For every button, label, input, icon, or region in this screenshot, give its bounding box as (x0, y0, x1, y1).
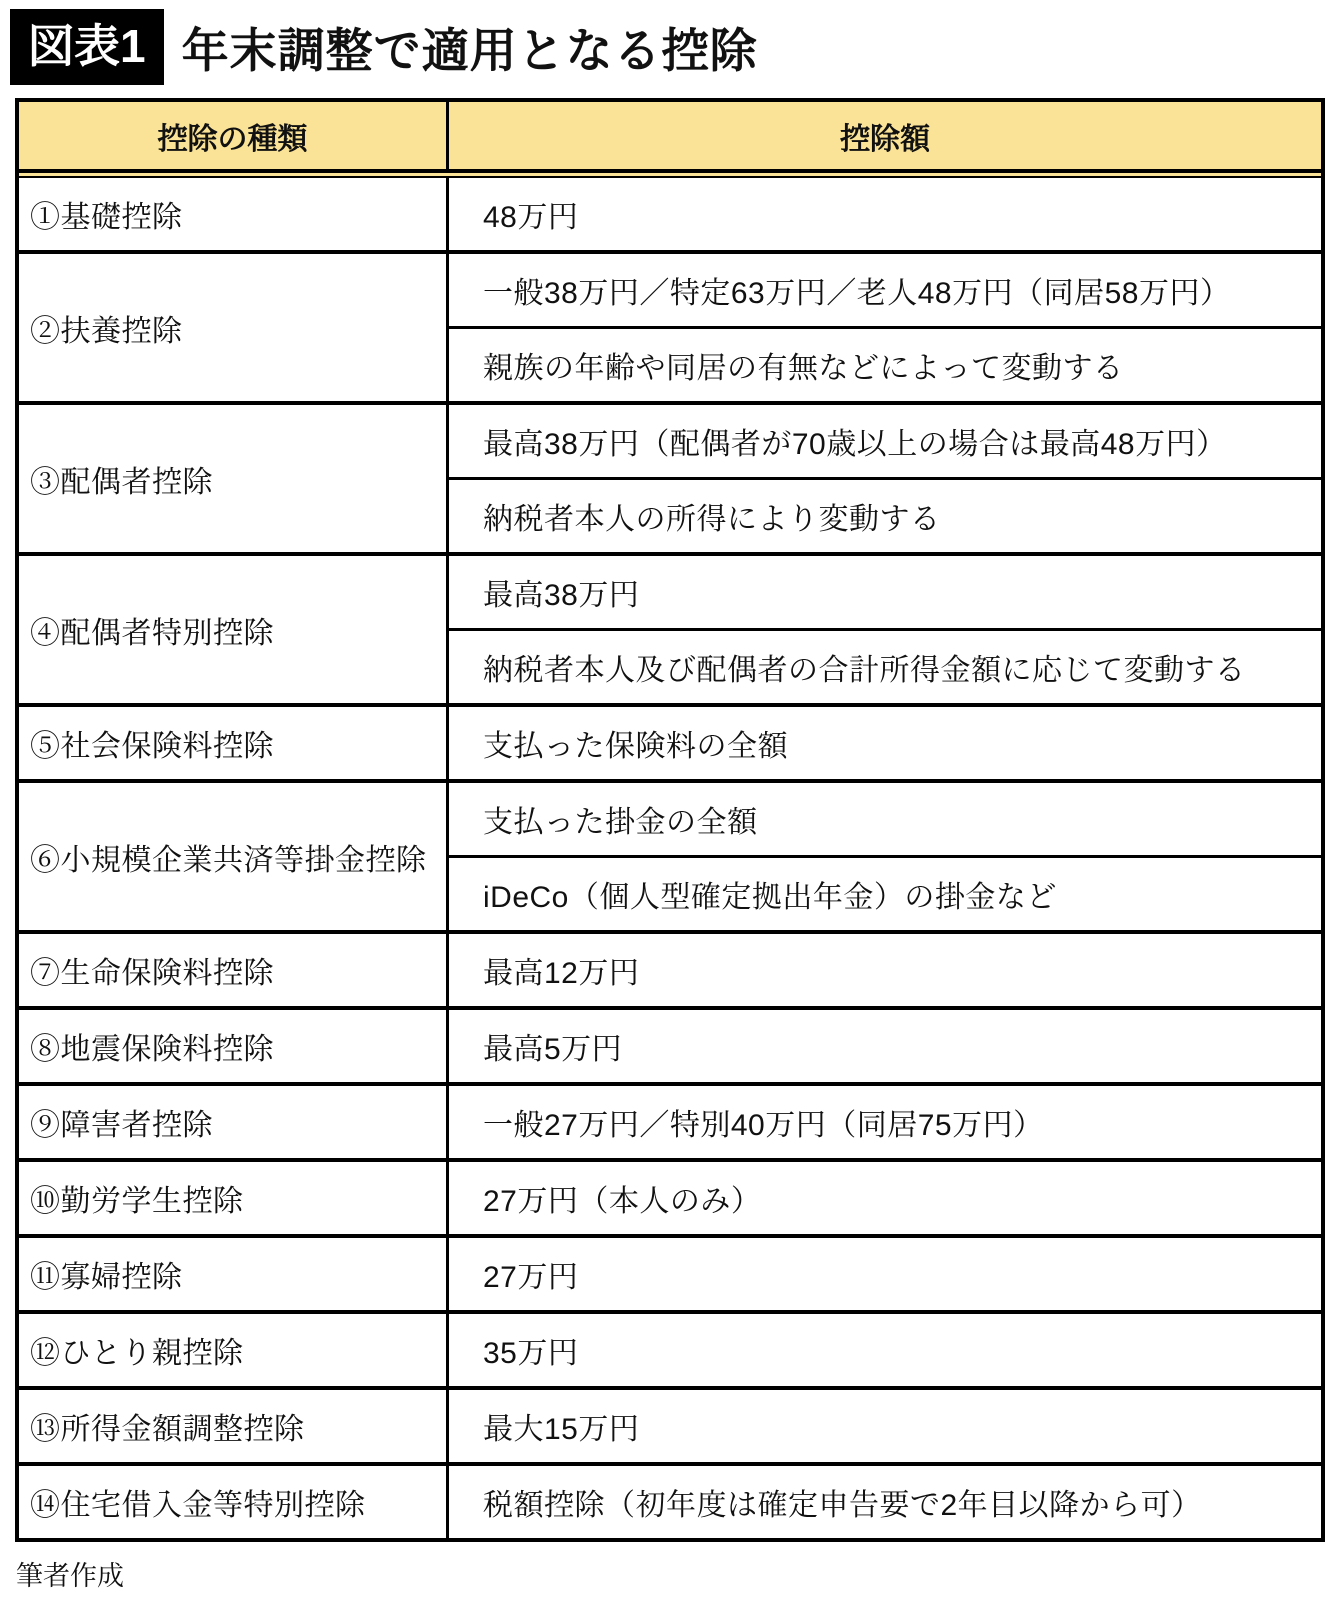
deduction-amount-cells (449, 556, 1321, 703)
deduction-type-cell: ⑦生命保険料控除 (19, 934, 449, 1006)
column-header-deduction-amount: 控除額 (449, 102, 1321, 169)
deduction-amount-cells (449, 783, 1321, 930)
deduction-type-cell: ⑬所得金額調整控除 (19, 1390, 449, 1462)
deduction-amount-cell: 納税者本人及び配偶者の合計所得金額に応じて変動する (483, 654, 1246, 687)
deduction-amount-cell: 最高12万円 (483, 957, 640, 990)
table-header-row (19, 102, 1321, 173)
deduction-amount-cell: 一般38万円／特定63万円／老人48万円（同居58万円） (449, 254, 1321, 329)
deduction-amount-cell: 最高38万円（配偶者が70歳以上の場合は最高48万円） (449, 405, 1321, 480)
deduction-amount-cell: 最高38万円 (449, 556, 1321, 631)
deduction-amount-cell: 27万円 (483, 1261, 579, 1294)
figure-number-badge: 図表1 (10, 9, 164, 85)
column-header-deduction-type: 控除の種類 (19, 102, 449, 169)
table-row (19, 934, 1321, 1010)
deduction-amount-cell: 48万円 (483, 201, 579, 234)
table-row (19, 556, 1321, 707)
deduction-amount-cells (449, 1238, 1321, 1310)
table-body (19, 178, 1321, 1538)
deduction-amount-cells (449, 1086, 1321, 1158)
table-row (19, 254, 1321, 405)
deduction-amount-cells (449, 1466, 1321, 1538)
table-row (19, 1238, 1321, 1314)
deduction-amount-cells (449, 178, 1321, 250)
deduction-amount-cell: 35万円 (483, 1337, 579, 1370)
table-row (19, 707, 1321, 783)
deduction-amount-cells (449, 707, 1321, 779)
deduction-amount-cells (449, 934, 1321, 1006)
deduction-amount-cell: 最高5万円 (483, 1033, 623, 1066)
deduction-amount-cell: 一般27万円／特別40万円（同居75万円） (483, 1109, 1044, 1142)
table-row (19, 1314, 1321, 1390)
page-title (0, 0, 1340, 88)
deduction-type-cell: ②扶養控除 (19, 254, 449, 401)
title-text: 年末調整で適用となる控除 (181, 23, 758, 77)
table-row (19, 1010, 1321, 1086)
table-row (19, 178, 1321, 254)
credit-note: 筆者作成 (16, 1561, 124, 1591)
deduction-amount-cell: 支払った保険料の全額 (483, 730, 788, 763)
deduction-type-cell: ①基礎控除 (19, 178, 449, 250)
deduction-amount-cell: 27万円（本人のみ） (483, 1185, 762, 1218)
deduction-amount-cell: 支払った掛金の全額 (449, 783, 1321, 858)
deduction-type-cell: ⑭住宅借入金等特別控除 (19, 1466, 449, 1538)
deduction-amount-cell: 親族の年齢や同居の有無などによって変動する (483, 352, 1124, 385)
table-row (19, 1466, 1321, 1538)
deduction-amount-cells (449, 1390, 1321, 1462)
deduction-type-cell: ③配偶者控除 (19, 405, 449, 552)
deduction-amount-cell: 税額控除（初年度は確定申告要で2年目以降から可） (483, 1489, 1202, 1522)
deduction-type-cell: ⑨障害者控除 (19, 1086, 449, 1158)
deduction-type-cell: ⑧地震保険料控除 (19, 1010, 449, 1082)
deduction-amount-cells (449, 1010, 1321, 1082)
deduction-amount-cell: iDeCo（個人型確定拠出年金）の掛金など (483, 881, 1057, 914)
deduction-type-cell: ⑪寡婦控除 (19, 1238, 449, 1310)
table-row (19, 1162, 1321, 1238)
deduction-amount-cells (449, 1162, 1321, 1234)
table-row (19, 1086, 1321, 1162)
deduction-type-cell: ④配偶者特別控除 (19, 556, 449, 703)
deduction-type-cell: ⑫ひとり親控除 (19, 1314, 449, 1386)
deduction-type-cell: ⑩勤労学生控除 (19, 1162, 449, 1234)
deduction-table (15, 98, 1325, 1542)
deduction-amount-cells (449, 1314, 1321, 1386)
table-row (19, 405, 1321, 556)
deduction-amount-cells (449, 254, 1321, 401)
table-row (19, 783, 1321, 934)
deduction-type-cell: ⑥小規模企業共済等掛金控除 (19, 783, 449, 930)
table-row (19, 1390, 1321, 1466)
deduction-amount-cells (449, 405, 1321, 552)
deduction-amount-cell: 納税者本人の所得により変動する (483, 503, 941, 536)
deduction-type-cell: ⑤社会保険料控除 (19, 707, 449, 779)
deduction-amount-cell: 最大15万円 (483, 1413, 640, 1446)
